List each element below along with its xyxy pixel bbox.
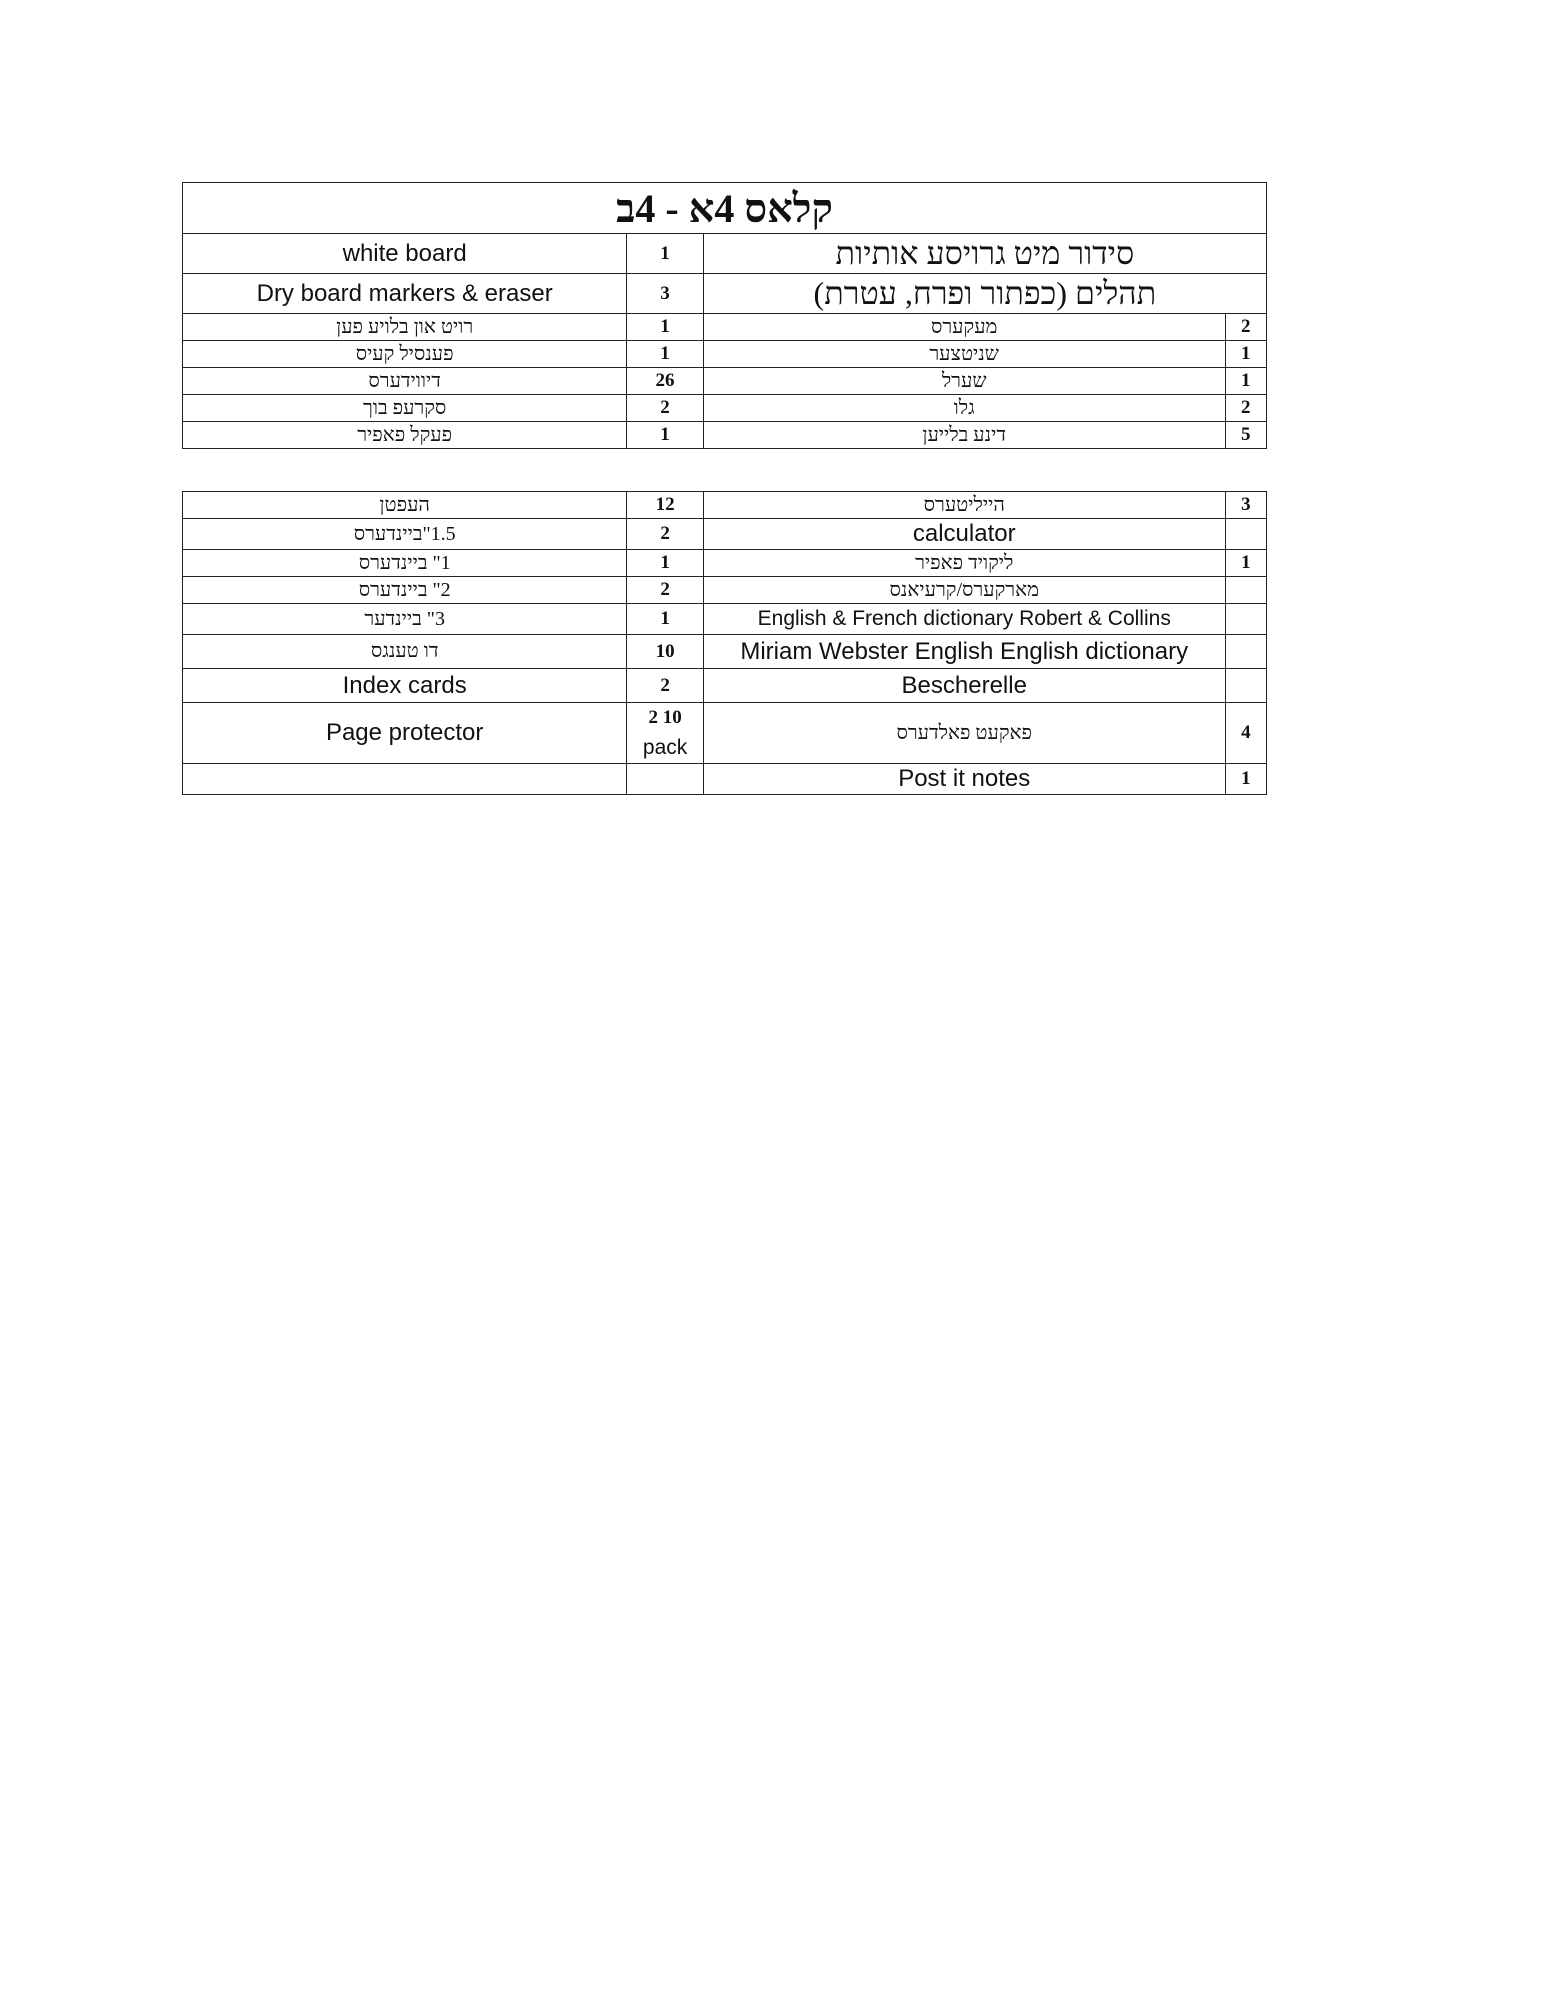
item-name: 2" ביינדערס [183,577,627,604]
supply-table-1 [182,182,1267,449]
item-name: מארקערס/קרעיאנס [703,577,1225,604]
table-row [183,764,1267,795]
item-name: תהלים (כפתור ופרח, עטרת) [703,274,1266,314]
item-name: Miriam Webster English English dictionary [703,635,1225,669]
item-quantity [1225,635,1266,669]
item-name: Dry board markers & eraser [183,274,627,314]
item-name: שערל [703,368,1225,395]
item-name: העפטן [183,492,627,519]
item-quantity: 1 [1225,764,1266,795]
table-row [183,314,1267,341]
table-row [183,604,1267,635]
item-name: 1.5"ביינדערס [183,519,627,550]
item-name: פעקל פאפיר [183,422,627,449]
item-name: 3" ביינדער [183,604,627,635]
item-quantity: 1 [1225,550,1266,577]
item-quantity-count: 2 10 [648,707,682,728]
item-quantity: 2 [1225,395,1266,422]
item-name: ליקויד פאפיר [703,550,1225,577]
item-quantity: 1 [627,422,703,449]
item-name: דינע בלייען [703,422,1225,449]
item-name: 1" ביינדערס [183,550,627,577]
item-quantity: 1 [627,341,703,368]
item-name: English & French dictionary Robert & Collins [703,604,1225,635]
item-quantity: 3 [627,274,703,314]
item-name: white board [183,234,627,274]
item-name: פענסיל קעיס [183,341,627,368]
item-name: מעקערס [703,314,1225,341]
item-quantity: 2 [627,669,703,703]
table-row [183,395,1267,422]
table-row [183,341,1267,368]
item-quantity [627,764,703,795]
item-quantity: 3 [1225,492,1266,519]
table-row [183,703,1267,764]
item-name: Post it notes [703,764,1225,795]
item-quantity: 2 [1225,314,1266,341]
item-name: דיווידערס [183,368,627,395]
table-row [183,368,1267,395]
item-quantity: 5 [1225,422,1266,449]
item-quantity: 2 [627,577,703,604]
item-name: סידור מיט גרויסע אותיות [703,234,1266,274]
item-quantity: 12 [627,492,703,519]
item-name: סקרעפ בוך [183,395,627,422]
item-name: Index cards [183,669,627,703]
item-name: גלו [703,395,1225,422]
item-quantity: 1 [627,550,703,577]
table-row [183,422,1267,449]
item-name: הייליטערס [703,492,1225,519]
table-row [183,635,1267,669]
item-quantity: 1 [1225,368,1266,395]
item-quantity [1225,577,1266,604]
item-quantity: 26 [627,368,703,395]
item-quantity [1225,604,1266,635]
item-name [183,764,627,795]
table-row [183,492,1267,519]
item-name: דו טענגס [183,635,627,669]
table-row [183,669,1267,703]
table-row [183,234,1267,274]
item-name: פאקעט פאלדערס [703,703,1225,764]
item-name: Bescherelle [703,669,1225,703]
supply-table-2 [182,491,1267,795]
table-row [183,519,1267,550]
item-quantity-unit: pack [642,736,688,759]
item-quantity: 10 [627,635,703,669]
item-quantity: 1 [1225,341,1266,368]
item-quantity: 1 [627,234,703,274]
item-quantity: 1 [627,604,703,635]
table-row [183,577,1267,604]
item-quantity [627,703,703,764]
item-name: שניטצער [703,341,1225,368]
item-name: Page protector [183,703,627,764]
item-name: calculator [703,519,1225,550]
item-quantity [1225,669,1266,703]
table-row [183,274,1267,314]
item-name: רויט און בלויע פען [183,314,627,341]
item-quantity: 1 [627,314,703,341]
page-title: קלאס 4א - 4ב [183,183,1267,234]
item-quantity: 2 [627,395,703,422]
item-quantity: 2 [627,519,703,550]
item-quantity: 4 [1225,703,1266,764]
item-quantity [1225,519,1266,550]
table-row [183,550,1267,577]
